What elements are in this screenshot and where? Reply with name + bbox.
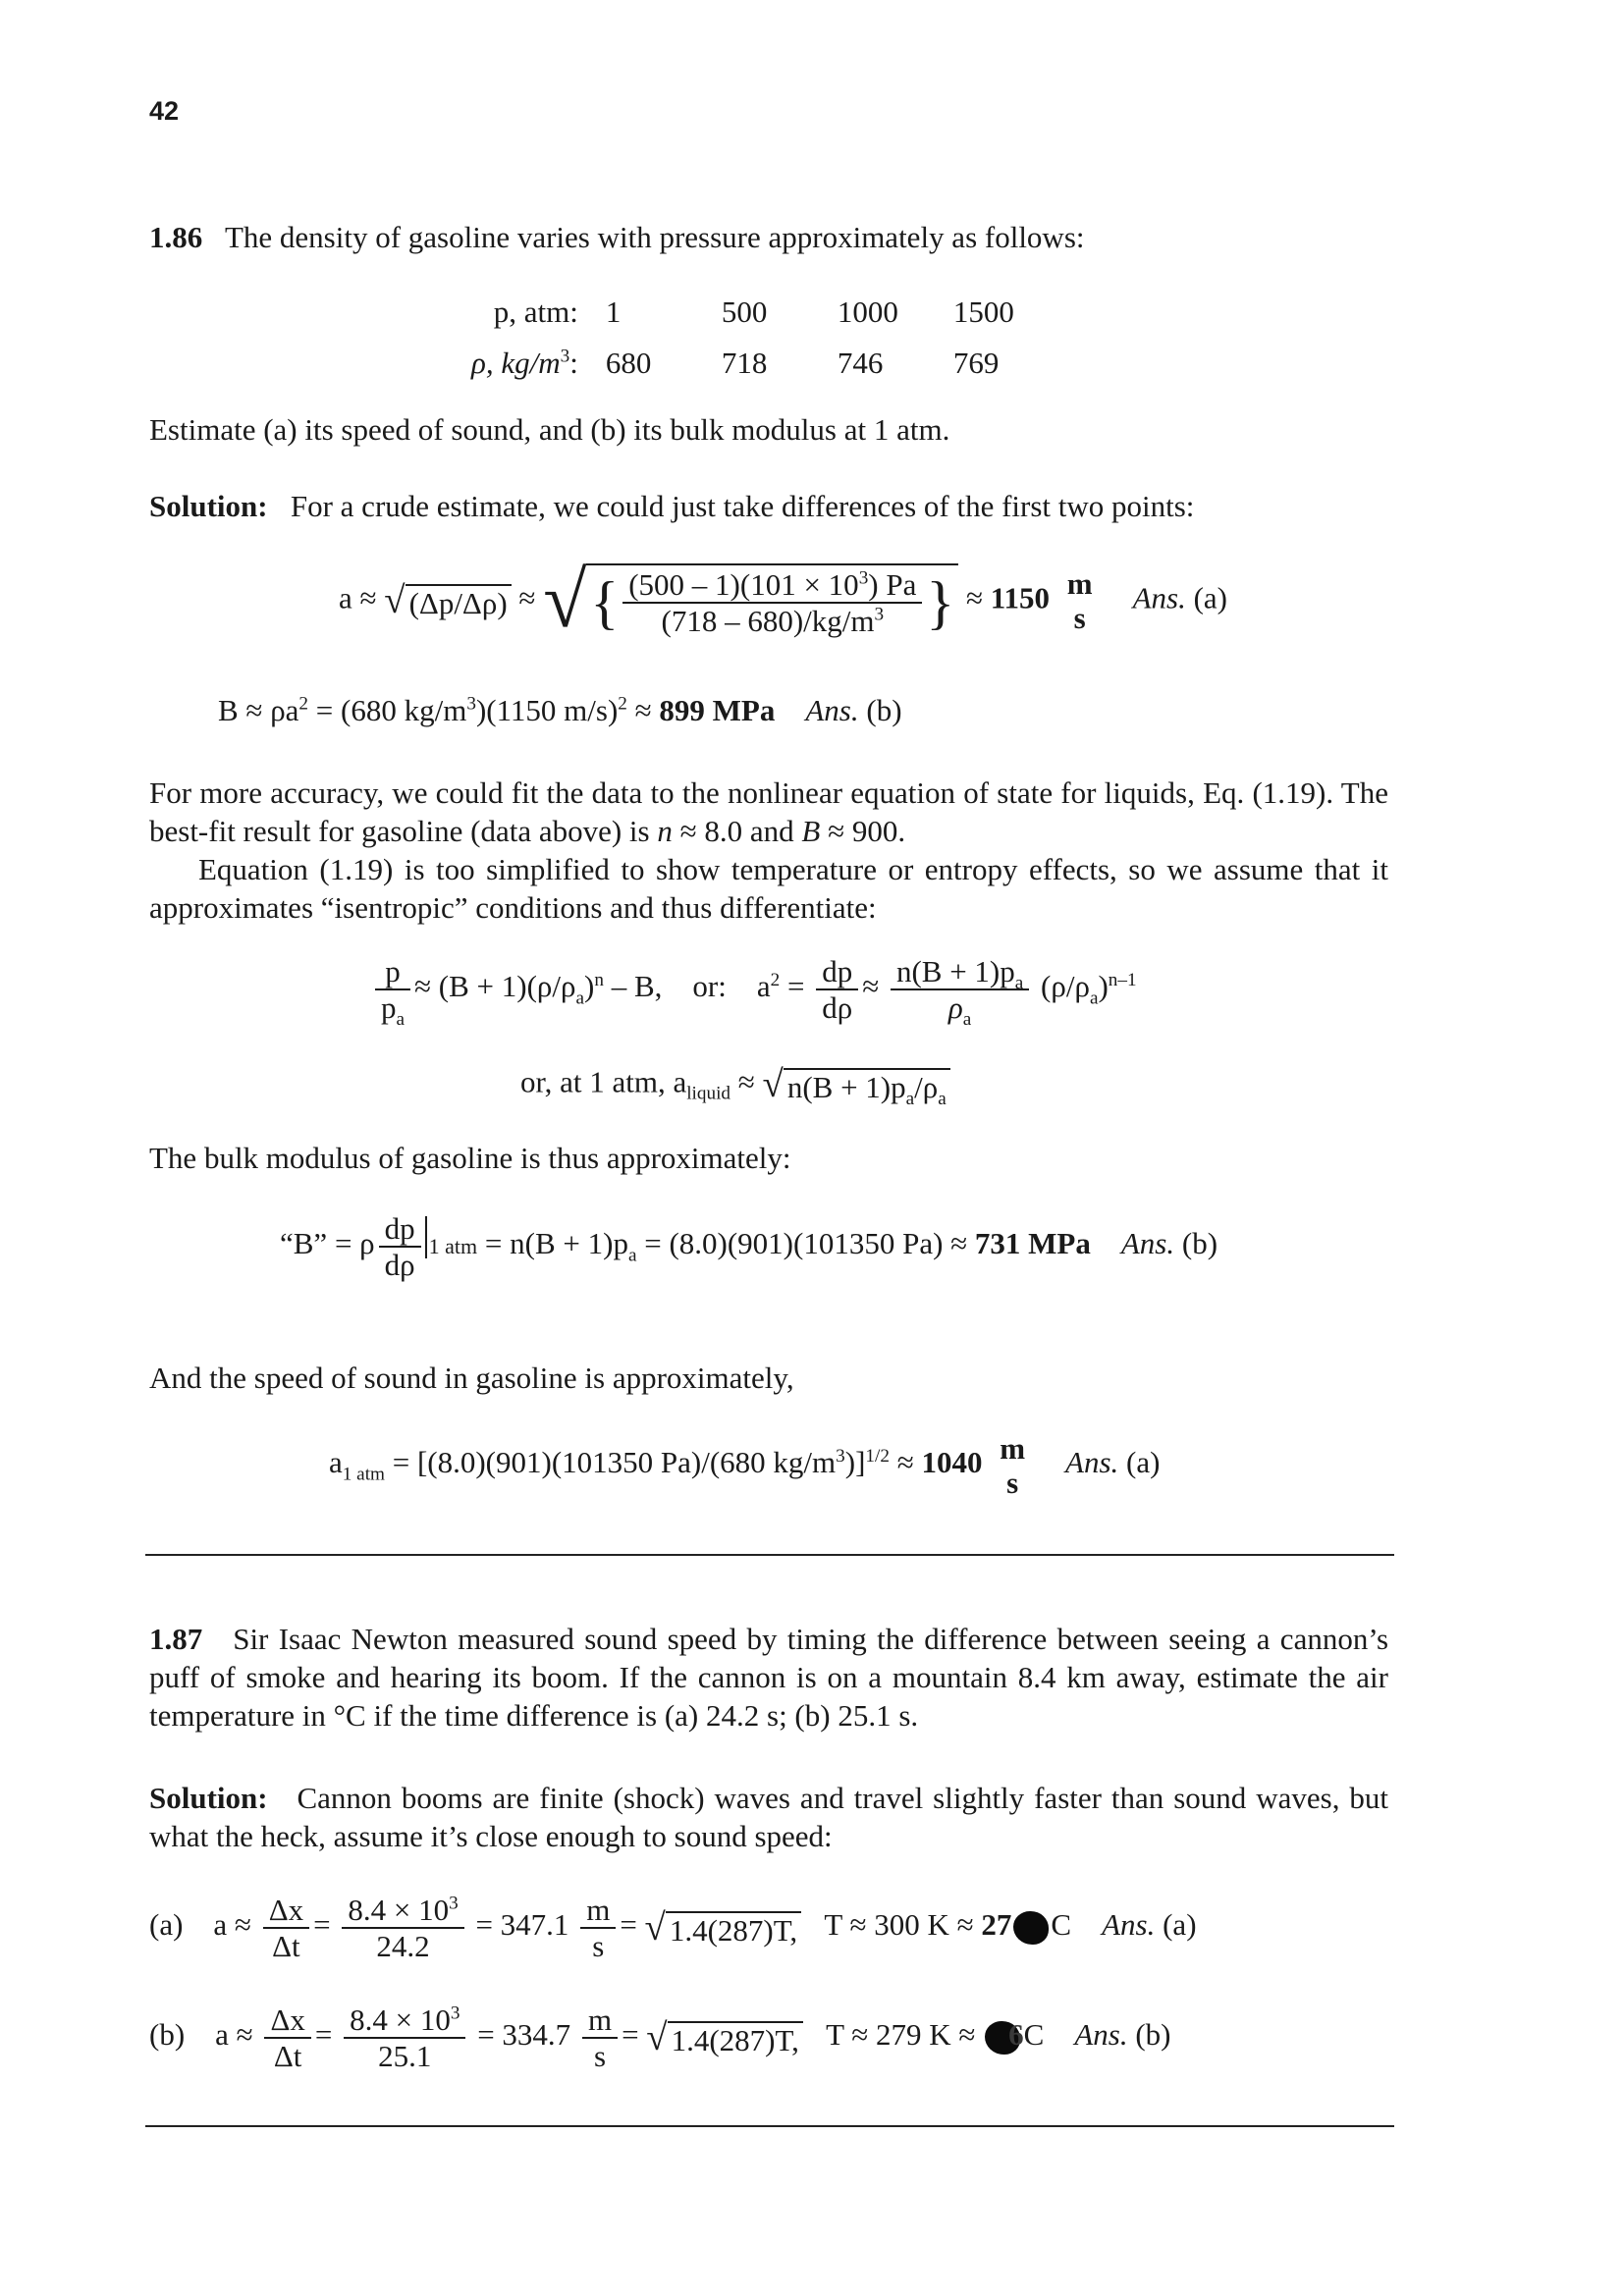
table-cell: 718 [721, 346, 768, 380]
problem-text: Sir Isaac Newton measured sound speed by timing the difference between seeing a cannon’s puff of smoke and hearing its boom. If the cannon is on a mountain 8.4 km away, estimate the air temperature in °C if the time difference is (a) 24.2 s; (b) 25.1 s. [149, 1622, 1389, 1733]
table-cell: 680 [605, 346, 652, 380]
solution-label: Solution: [149, 489, 268, 523]
table-cell: 500 [721, 294, 768, 329]
table-cell: 769 [952, 346, 1000, 380]
equation-state: $\frac{p}{p_a}$ ≈ $(B + 1)(\rho/\rho_a)^n - B$, or: $a^2$ = $\frac{dp}{d\rho}$ ≈ $\frac{n(B + 1)p_a}{\rho_a}$ $(\rho/\rho_a)^{n-1}$ [371, 954, 1137, 1025]
equation-bulk-estimate: $B \approx \rho a^2 = (680$ $kg/m^3)(1150$ m/s)$^2$ ≈ 899 MPa Ans. (b) [218, 693, 902, 727]
equation-liquid-sound: or, at 1 atm, $a_{liquid}$ ≈ √ $n(B + 1)p_a/\rho_a$ [520, 1066, 950, 1104]
section-divider [145, 1554, 1394, 1556]
problem-text: The density of gasoline varies with pressure approximately as follows: [224, 220, 1085, 254]
solution-label: Solution: [149, 1781, 268, 1815]
problem-number: 1.87 [149, 1622, 203, 1656]
solution-1-87: Solution: Cannon booms are finite (shock) waves and travel slightly faster than sound waves, but what the heck, assume it’s close enough to sound speed: [149, 1781, 1388, 1853]
ink-blot-icon [1013, 1911, 1049, 1945]
problem-1-87-statement [149, 1620, 1388, 1735]
question-text: Estimate (a) its speed of sound, and (b) its bulk modulus at 1 atm. [149, 412, 950, 447]
equation-speed-estimate: a ≈ √ (Δp/Δρ) ≈ √{ $\frac{(500 - 1)(101 \times 10^3) Pa}{(718 - 680)/kg/m^3}$ } ≈ 1150 m s Ans. (a) [339, 557, 1227, 644]
problem-1-86-statement [149, 218, 1388, 256]
answer-value: 6 [1008, 2017, 1024, 2053]
equation-part-a: (a) a ≈ $\frac{\Delta x}{\Delta t}$ = $\frac{8.4 \times 10^3}{24.2}$ = 347.1 $\frac{m}{s}$ = √ 1.4(287)T, T ≈ 300 K ≈ 27 C Ans. (a) [149, 1893, 1197, 1963]
paragraph-bulk: The bulk modulus of gasoline is thus approximately: [149, 1141, 791, 1175]
paragraph-speed: And the speed of sound in gasoline is approximately, [149, 1361, 794, 1395]
row-label: ρ, $kg/m^3$: [471, 346, 578, 380]
table-row [471, 287, 1069, 338]
answer-value: 731 MPa [974, 1226, 1091, 1261]
row-label: p, atm: [493, 294, 578, 329]
table-cell: 1000 [837, 294, 898, 329]
answer-value: 1040 [921, 1445, 983, 1480]
section-divider [145, 2125, 1394, 2127]
equation-speed-sound: $a_{1 atm} = [(8.0)(901)(101350$ Pa)/(680 $kg/m^3)]^{1/2} \approx 1040$ m s Ans. (a) [329, 1431, 1161, 1500]
table-cell: 1 [605, 294, 622, 329]
paragraph-accuracy: For more accuracy, we could fit the data to the nonlinear equation of state for liquids, Eq. (1.19). The best-fit result for gasoline (data above) is n ≈ 8.0 and B ≈ 900. [149, 775, 1388, 848]
solution-intro: Solution: For a crude estimate, we could just take differences of the first two points: [149, 489, 1195, 523]
equation-bulk-modulus: “B” = ρ $\frac{dp}{d\rho}$ 1 atm = $n(B + 1)p_a = (8.0)(901)(101350$ Pa) ≈ 731 MPa Ans. (b) [280, 1211, 1218, 1282]
table-row [471, 338, 1069, 389]
equation-part-b: (b) a ≈ $\frac{\Delta x}{\Delta t}$ = $\frac{8.4 \times 10^3}{25.1}$ = 334.7 $\frac{m}{s}$ = √ 1.4(287)T, T ≈ 279 K ≈ 6C Ans. (b) [149, 2002, 1171, 2073]
answer-value: 899 MPa [659, 693, 776, 727]
answer-value: 27 [981, 1907, 1012, 1943]
paragraph-isentropic: Equation (1.19) is too simplified to show temperature or entropy effects, so we assume that it approximates “isentropic” conditions and thus differentiate: [149, 852, 1388, 925]
table-cell: 746 [837, 346, 884, 380]
density-table [471, 287, 1069, 389]
page-number: 42 [149, 96, 180, 126]
table-cell: 1500 [952, 294, 1014, 329]
answer-value: 1150 [990, 580, 1050, 615]
problem-number: 1.86 [149, 220, 203, 254]
